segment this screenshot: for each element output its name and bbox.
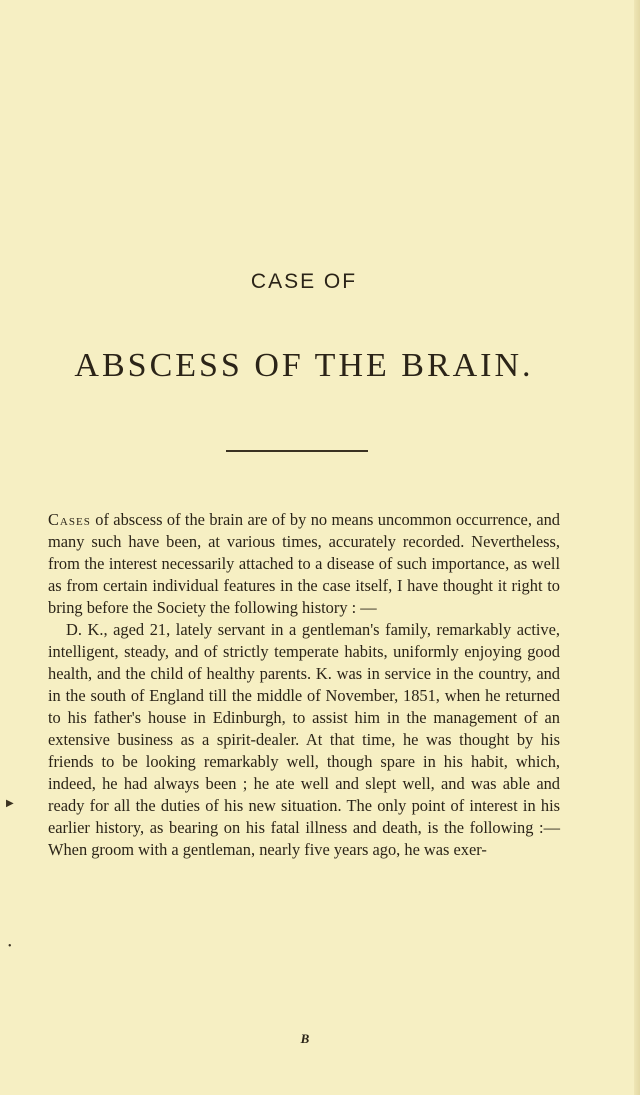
margin-arrow-icon: ▶	[6, 798, 14, 809]
paragraph-1	[48, 509, 560, 619]
heading-case-of: CASE OF	[250, 270, 358, 293]
signature-mark: B	[300, 1031, 310, 1046]
paragraph-1-lead: Cases	[48, 510, 91, 529]
margin-dot-icon: •	[8, 941, 12, 952]
body-text	[48, 509, 560, 861]
page-title: ABSCESS OF THE BRAIN.	[74, 347, 534, 384]
page-edge	[634, 0, 640, 1095]
paragraph-2: D. K., aged 21, lately servant in a gentleman's family, remarkably active, intelligent, steady, and of strictly temperate habits, uniformly enjoying good health, and the child of healthy parents. K. was in service in the country, and in the south of England till the middle of November, 1851, when he returned to his father's house in Edinburgh, to assist him in the management of an extensive business as a spirit-dealer. At that time, he was thought by his friends to be looking remarkably well, though spare in his habit, which, indeed, he had always been ; he ate well and slept well, and was able and ready for all the duties of his new situation. The only point of interest in his earlier history, as bearing on his fatal illness and death, is the following :—When groom with a gentleman, nearly five years ago, he was exer-	[48, 620, 560, 859]
divider-rule	[226, 450, 368, 452]
paragraph-1-text: of abscess of the brain are of by no means uncommon occurrence, and many such have been, at various times, accurately recorded. Nevertheless, from the interest necessarily attached to a disease of such importance, as well as from certain individual features in the case itself, I have thought it right to bring before the Society the following history : —	[48, 510, 560, 617]
